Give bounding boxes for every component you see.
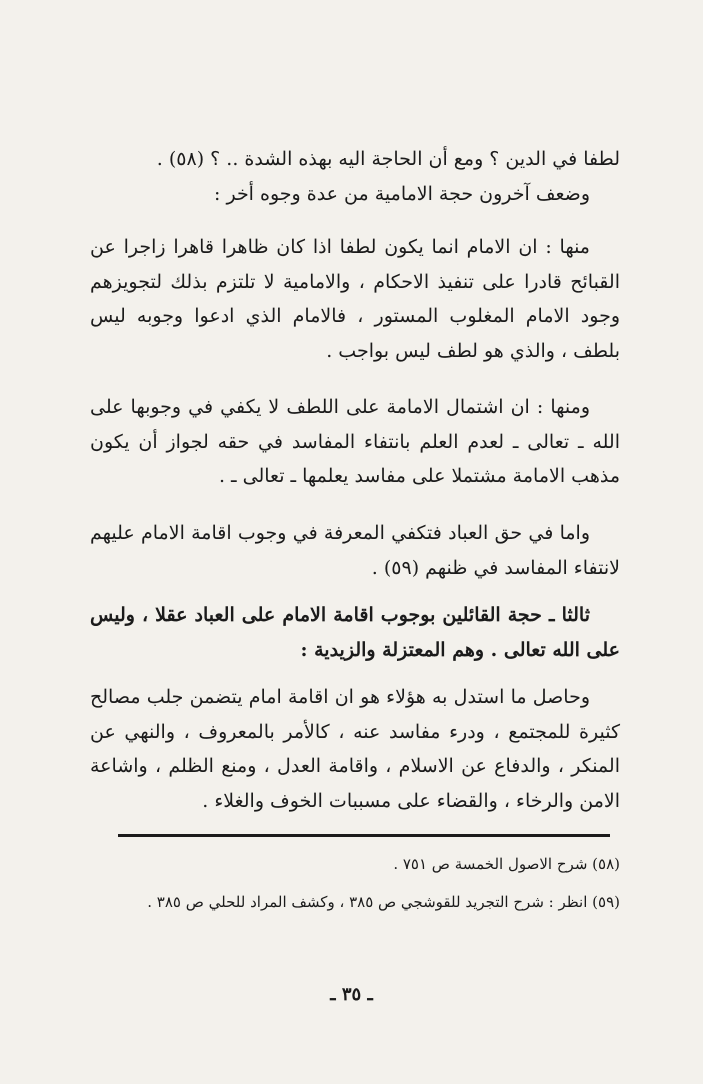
paragraph-6: وحاصل ما استدل به هؤلاء هو ان اقامة امام يتضمن جلب مصالح كثيرة للمجتمع ، ودرء مفاسد عنه ، كالأمر بالمعروف ، والنهي عن المنكر ، والدفاع عن الاسلام ، واقامة العدل ، ومنع الظلم ، واشاعة الامن والرخاء ، والقضاء على مسببات الخوف والغلاء .	[90, 686, 620, 812]
paragraph-5: واما في حق العباد فتكفي المعرفة في وجوب اقامة الامام عليهم لانتفاء المفاسد في ظنهم (٥٩) .	[90, 522, 620, 579]
page-number: ـ ٣٥ ـ	[330, 984, 373, 1005]
paragraph-1: لطفا في الدين ؟ ومع أن الحاجة اليه بهذه الشدة .. ؟ (٥٨) .	[156, 148, 620, 170]
footnote-58: (٥٨) شرح الاصول الخمسة ص ٧٥١ .	[393, 855, 620, 873]
paragraph-continuation	[90, 142, 620, 211]
heading-third: ثالثا ـ حجة القائلين بوجوب اقامة الامام على العباد عقلا ، وليس على الله تعالى . وهم المعتزلة والزيدية :	[90, 604, 620, 661]
paragraph-first-objection	[90, 230, 620, 368]
paragraph-2: وضعف آخرون حجة الامامية من عدة وجوه أخر :	[214, 182, 590, 205]
paragraph-second-objection	[90, 390, 620, 494]
paragraph-3: منها : ان الامام انما يكون لطفا اذا كان ظاهرا قاهرا زاجرا عن القبائح قادرا على تنفيذ الاحكام ، والامامية لا تلتزم بذلك لتجويزهم وجود الامام المغلوب المستور ، فالامام الذي ادعوا وجوبه ليس بلطف ، والذي هو لطف ليس بواجب .	[90, 236, 620, 362]
footnote-59: (٥٩) انظر : شرح التجريد للقوشجي ص ٣٨٥ ، وكشف المراد للحلي ص ٣٨٥ .	[147, 893, 620, 911]
section-heading	[90, 598, 620, 667]
footnote-divider	[118, 834, 610, 837]
paragraph-4: ومنها : ان اشتمال الامامة على اللطف لا يكفي في وجوبها على الله ـ تعالى ـ لعدم العلم بانتفاء المفاسد في حقه لجواز أن يكون مذهب الامامة مشتملا على مفاسد يعلمها ـ تعالى ـ .	[90, 396, 620, 487]
paragraph-servants	[90, 516, 620, 585]
paragraph-argument	[90, 680, 620, 818]
